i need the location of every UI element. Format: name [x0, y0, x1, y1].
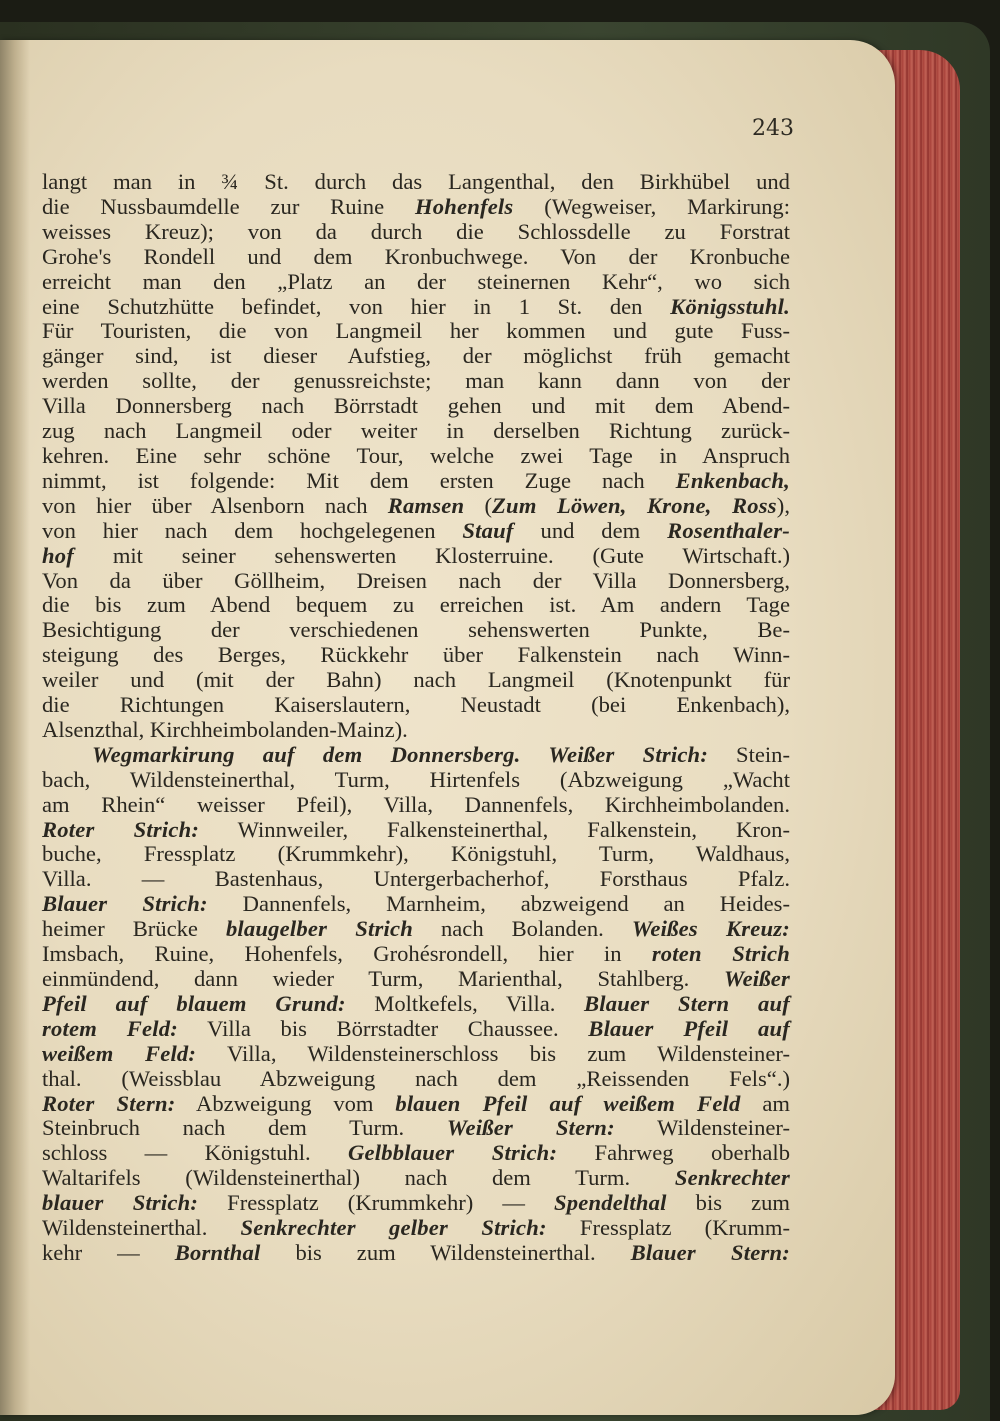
text-run: zug nach Langmeil oder weiter in derselben Richtung zurück-: [42, 418, 790, 444]
text-run: Alsenzthal, Kirchheimbolanden-Mainz).: [42, 716, 408, 742]
text-run: Villa. — Bastenhaus, Untergerbacherhof, Forsthaus Pfalz.: [42, 866, 790, 892]
italic-run: Wegmarkirung auf dem Donnersberg.: [92, 741, 521, 767]
text-line: [42, 394, 790, 419]
text-line: [42, 1017, 790, 1042]
text-run: Moltkefels, Villa.: [345, 990, 584, 1016]
text-line: [42, 1042, 790, 1067]
text-run: mit seiner sehenswerten Klosterruine. (Gute Wirtschaft.): [74, 542, 790, 568]
italic-run: Weißer Stern:: [446, 1115, 615, 1141]
italic-run: Gelbblauer Strich:: [348, 1140, 558, 1166]
text-line: [42, 668, 790, 693]
text-run: (: [464, 492, 493, 518]
italic-run: Stauf: [462, 517, 514, 543]
text-line: [42, 1116, 790, 1141]
text-run: und dem: [513, 517, 668, 543]
text-run: nimmt, ist folgende: Mit dem ersten Zuge nach: [42, 467, 676, 493]
italic-run: Rosenthaler-: [667, 517, 790, 543]
text-run: Besichtigung der verschiedenen sehenswerten Punkte, Be-: [42, 617, 790, 643]
text-run: erreicht man den „Platz an der steinernen Kehr“, wo sich: [42, 268, 790, 294]
text-line: [42, 917, 790, 942]
text-run: ),: [776, 492, 790, 518]
text-line: [42, 469, 790, 494]
italic-run: Senkrechter gelber Strich:: [240, 1215, 547, 1241]
text-run: bis zum: [666, 1190, 790, 1216]
text-run: am: [740, 1090, 790, 1116]
text-run: weisses Kreuz); von da durch die Schlossdelle zu Forstrat: [42, 218, 790, 244]
text-run: Steinbruch nach dem Turm.: [42, 1115, 447, 1141]
text-run: bach, Wildensteinerthal, Turm, Hirtenfels (Abzweigung „Wacht: [42, 766, 790, 792]
text-run: die Nussbaumdelle zur Ruine: [42, 193, 415, 219]
text-line: [42, 170, 790, 195]
text-run: St. durch das Langenthal, den Birkhübel und: [238, 169, 790, 194]
text-line: [42, 295, 790, 320]
text-line: [42, 643, 790, 668]
text-run: die Richtungen Kaiserslautern, Neustadt (bei Enkenbach),: [42, 692, 790, 718]
text-line: [42, 1166, 790, 1191]
italic-run: Weißer: [723, 966, 790, 991]
text-line: [42, 369, 790, 394]
text-line: [42, 344, 790, 369]
text-line: [42, 793, 790, 818]
text-run: Fressplatz (Krummkehr) —: [198, 1190, 554, 1216]
text-run: ¾: [221, 169, 239, 194]
italic-run: Hohenfels: [414, 193, 514, 219]
text-run: [520, 742, 548, 767]
italic-run: Senkrechter: [674, 1165, 790, 1191]
text-run: Villa Donnersberg nach Börrstadt gehen und mit dem Abend-: [42, 393, 790, 419]
text-line: [42, 818, 790, 843]
text-line: [42, 967, 790, 992]
text-run: thal. (Weissblau Abzweigung nach dem „Reissenden Fels“.): [42, 1065, 790, 1091]
italic-run: Bornthal: [174, 1239, 261, 1265]
italic-run: Blauer Strich:: [42, 891, 208, 917]
text-line: [42, 992, 790, 1017]
text-run: Stein-: [708, 741, 790, 767]
italic-run: Blauer Stern:: [630, 1239, 790, 1265]
text-run: bis zum Wildensteinerthal.: [260, 1239, 631, 1265]
text-line: [42, 1216, 790, 1241]
text-run: nach Bolanden.: [412, 916, 632, 942]
text-run: Fahrweg oberhalb: [557, 1140, 790, 1166]
italic-run: Pfeil auf blauem Grund:: [42, 990, 346, 1016]
italic-run: Enkenbach,: [675, 467, 790, 493]
text-line: [42, 768, 790, 793]
italic-run: Zum Löwen, Krone, Ross: [492, 492, 777, 518]
text-run: heimer Brücke: [42, 916, 226, 942]
text-line: [42, 444, 790, 469]
text-line: [42, 220, 790, 245]
text-run: einmündend, dann wieder Turm, Marienthal, Stahlberg.: [42, 966, 724, 991]
italic-run: Königsstuhl.: [670, 293, 790, 319]
text-run: Von da über Göllheim, Dreisen nach der Villa Donnersberg,: [42, 567, 790, 593]
text-run: Für Touristen, die von Langmeil her kommen und gute Fuss-: [42, 318, 790, 344]
text-run: Imsbach, Ruine, Hohenfels, Grohésrondell, hier in: [42, 941, 652, 967]
text-run: von hier über Alsenborn nach: [42, 492, 388, 518]
italic-run: Weißer Strich:: [548, 741, 709, 767]
italic-run: Roter Stern:: [42, 1090, 176, 1116]
text-line: [42, 693, 790, 718]
text-run: Fressplatz (Krumm-: [546, 1215, 791, 1241]
italic-run: blauer Strich:: [42, 1190, 199, 1216]
text-run: weiler und (mit der Bahn) nach Langmeil (Knotenpunkt für: [42, 667, 790, 693]
italic-run: blaugelber Strich: [225, 916, 413, 942]
text-run: Abzweigung vom: [175, 1090, 396, 1116]
italic-run: Blauer Stern auf: [584, 990, 790, 1016]
text-run: kehren. Eine sehr schöne Tour, welche zwei Tage in Anspruch: [42, 442, 790, 468]
text-run: Villa bis Börrstadter Chaussee.: [177, 1015, 589, 1041]
text-line: [42, 618, 790, 643]
text-line: [42, 519, 790, 544]
italic-run: hof: [42, 542, 74, 568]
text-line: [42, 245, 790, 270]
text-line: [42, 867, 790, 892]
text-run: langt man in: [42, 169, 222, 194]
text-run: (Wegweiser, Markirung:: [513, 193, 790, 219]
text-line: [42, 593, 790, 618]
text-line: [42, 718, 790, 743]
text-line: [42, 544, 790, 569]
italic-run: Spendelthal: [553, 1190, 667, 1216]
text-line: [42, 842, 790, 867]
text-line: [42, 1141, 790, 1166]
body-text: [42, 170, 790, 1266]
text-run: Dannenfels, Marnheim, abzweigend an Heides-: [207, 891, 790, 917]
text-run: steigung des Berges, Rückkehr über Falkenstein nach Winn-: [42, 642, 790, 668]
text-line: [42, 319, 790, 344]
text-run: schloss — Königstuhl.: [42, 1140, 349, 1166]
text-line: [42, 1092, 790, 1117]
text-line: [42, 195, 790, 220]
italic-run: roten Strich: [651, 941, 790, 967]
text-run: werden sollte, der genussreichste; man kann dann von der: [42, 368, 790, 394]
text-run: am Rhein“ weisser Pfeil), Villa, Dannenfels, Kirchheimbolanden.: [42, 791, 790, 817]
text-run: buche, Fressplatz (Krummkehr), Königstuhl, Turm, Waldhaus,: [42, 841, 790, 867]
text-line: [42, 743, 790, 768]
text-line: [42, 1067, 790, 1092]
text-line: [42, 569, 790, 594]
text-line: [42, 1191, 790, 1216]
italic-run: Roter Strich:: [42, 816, 200, 842]
text-run: Wildensteinerthal.: [42, 1215, 241, 1241]
italic-run: rotem Feld:: [42, 1015, 178, 1041]
text-line: [42, 419, 790, 444]
text-run: Wildensteiner-: [614, 1115, 790, 1141]
text-run: Winnweiler, Falkensteinerthal, Falkenstein, Kron-: [199, 816, 790, 842]
text-run: Grohe's Rondell und dem Kronbuchwege. Von der Kronbuche: [42, 243, 790, 269]
page-gutter: [0, 40, 30, 1415]
italic-run: Blauer Pfeil auf: [588, 1015, 790, 1041]
italic-run: Ramsen: [387, 492, 465, 518]
text-run: Villa, Wildensteinerschloss bis zum Wildensteiner-: [196, 1040, 790, 1066]
text-line: [42, 942, 790, 967]
text-line: [42, 270, 790, 295]
italic-run: weißem Feld:: [42, 1040, 197, 1066]
text-run: von hier nach dem hochgelegenen: [42, 517, 463, 543]
italic-run: blauen Pfeil auf weißem Feld: [395, 1090, 741, 1116]
text-line: [42, 494, 790, 519]
text-run: die bis zum Abend bequem zu erreichen ist. Am andern Tage: [42, 592, 790, 618]
page-number: 243: [752, 116, 794, 141]
text-run: gänger sind, ist dieser Aufstieg, der möglichst früh gemacht: [42, 343, 790, 369]
text-run: kehr —: [42, 1239, 175, 1265]
text-line: [42, 892, 790, 917]
text-run: eine Schutzhütte befindet, von hier in 1 St. den: [42, 293, 671, 319]
italic-run: Weißes Kreuz:: [631, 916, 790, 942]
text-line: [42, 1241, 790, 1266]
text-run: Waltarifels (Wildensteinerthal) nach dem Turm.: [42, 1165, 675, 1191]
